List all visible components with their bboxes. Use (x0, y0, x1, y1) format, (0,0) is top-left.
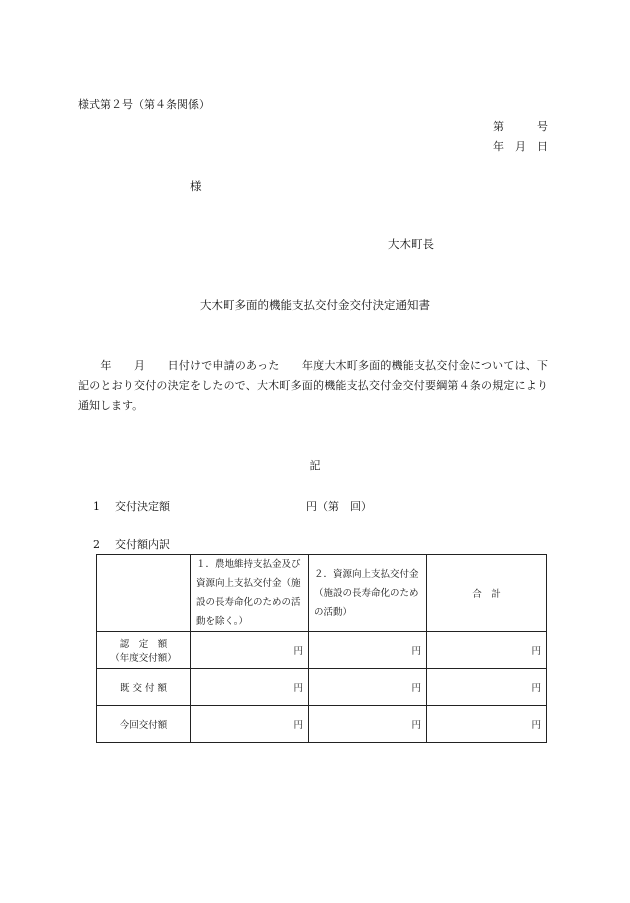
table-cell: 円 (309, 706, 427, 743)
header-longevity: ２．資源向上支払交付金（施設の長寿命化のための活動） (309, 555, 427, 632)
item2-label: 交付額内訳 (115, 538, 170, 551)
table-cell: 円 (191, 632, 309, 669)
table-row (97, 669, 547, 706)
row-label-current: 今回交付額 (97, 706, 191, 743)
header-maintenance: １．農地維持支払金及び資源向上支払交付金（施設の長寿命化のための活動を除く。） (191, 555, 309, 632)
table-row (97, 706, 547, 743)
document-title: 大木町多面的機能支払交付金交付決定通知書 (200, 298, 430, 312)
addressee: 様 (190, 179, 202, 193)
table-header-row (97, 555, 547, 632)
row-label-paid: 既 交 付 額 (97, 669, 191, 706)
breakdown-table (96, 554, 547, 743)
ki-heading: 記 (309, 459, 321, 472)
row-sublabel-text: （年度交付額） (110, 653, 177, 664)
row-label-approved (97, 632, 191, 669)
row-label-text: 認 定 額 (119, 639, 168, 650)
table-cell: 円 (427, 669, 547, 706)
item-breakdown (93, 536, 170, 552)
body-text (78, 356, 548, 416)
item1-label: 交付決定額 (115, 500, 170, 513)
table-cell: 円 (427, 632, 547, 669)
table-cell: 円 (427, 706, 547, 743)
item1-value: 円（第 回） (306, 500, 372, 513)
table-cell: 円 (191, 706, 309, 743)
item-grant-amount (93, 498, 372, 514)
table-cell: 円 (191, 669, 309, 706)
table-cell: 円 (309, 669, 427, 706)
issuer: 大木町長 (388, 237, 434, 251)
item2-number: 2 (93, 538, 100, 551)
item1-number: 1 (93, 500, 100, 513)
table-cell: 円 (309, 632, 427, 669)
header-total: 合 計 (427, 555, 547, 632)
table-row (97, 632, 547, 669)
body-paragraph: 年 月 日付けで申請のあった 年度大木町多面的機能支払交付金については、下記のとおり交付の決定をしたので、大木町多面的機能支払交付金交付要綱第４条の規定により通知します。 (78, 359, 548, 412)
form-label: 様式第２号（第４条関係） (78, 98, 210, 111)
table-corner-cell (97, 555, 191, 632)
document-date: 年 月 日 (493, 140, 548, 153)
document-number: 第 号 (493, 120, 548, 133)
